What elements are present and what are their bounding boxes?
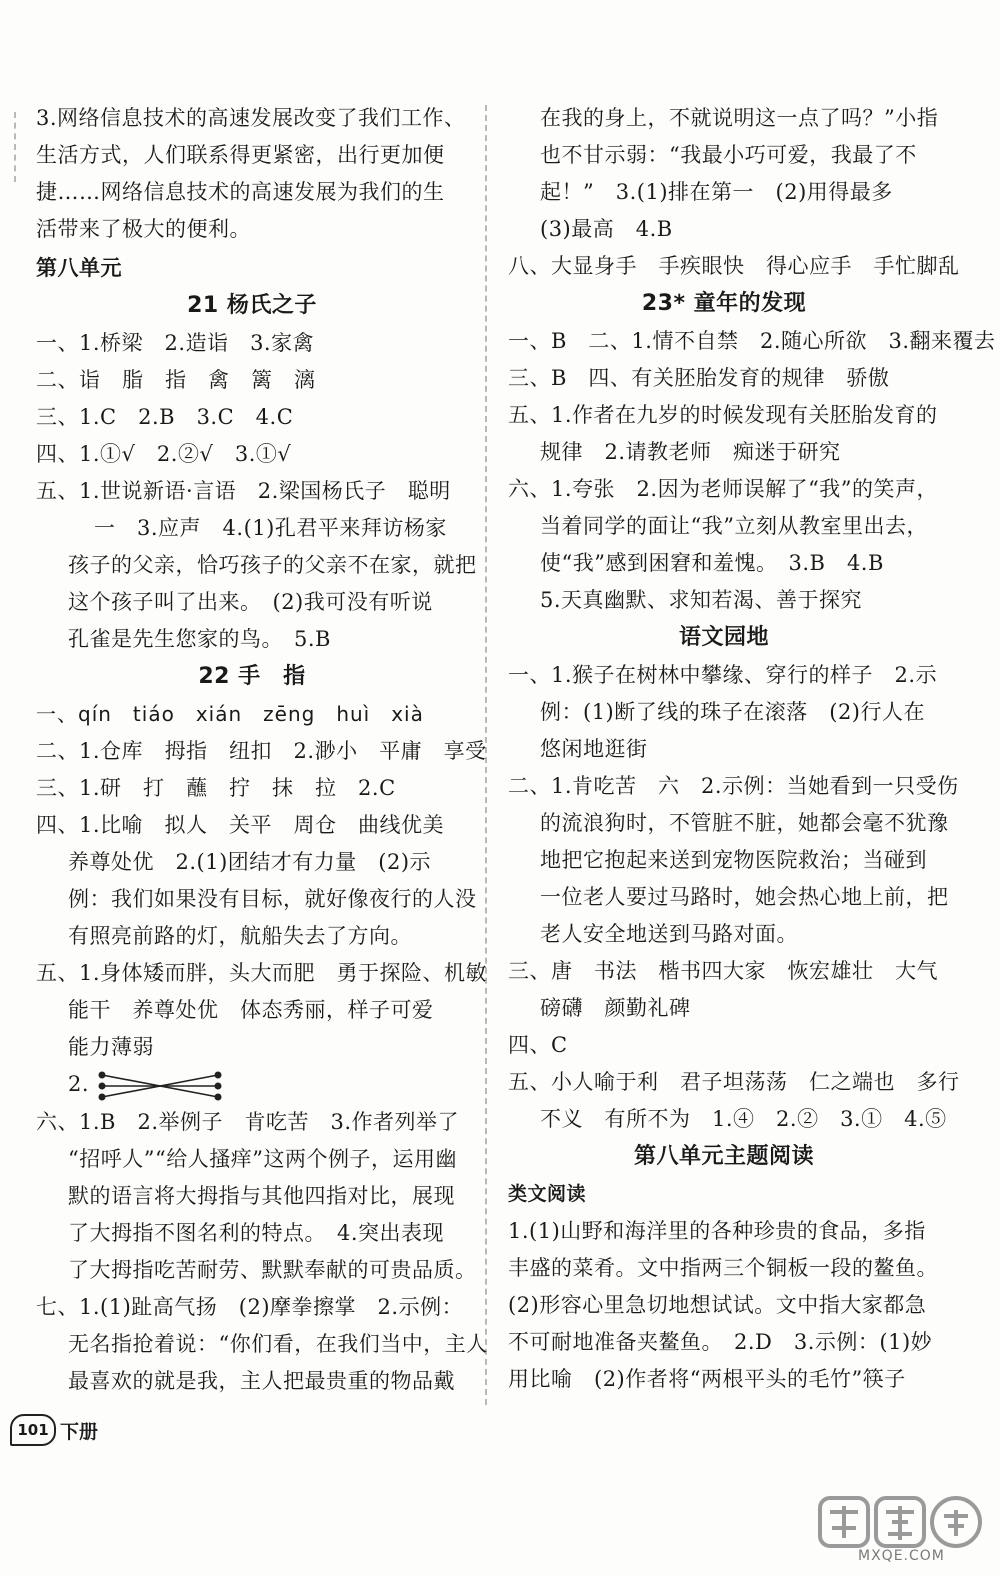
text-line: 三、1.研 打 蘸 拧 抹 拉 2.C [36, 776, 396, 800]
page-number-badge [10, 1414, 56, 1446]
text-line: 一位老人要过马路时，她会热心地上前，把 [540, 885, 949, 909]
unit-title: 第八单元 [36, 256, 122, 280]
text-line: 一、1.桥梁 2.造诣 3.家禽 [36, 331, 315, 355]
text-line: 一、1.猴子在树林中攀缘、穿行的样子 2.示 [508, 663, 938, 687]
matching-label: 2. [68, 1072, 90, 1096]
text-line: 例：(1)断了线的珠子在滚落 (2)行人在 [540, 700, 925, 724]
text-line: 当着同学的面让“我”立刻从教室里出去， [540, 514, 928, 538]
text-line: 不义 有所不为 1.④ 2.② 3.① 4.⑤ [540, 1107, 947, 1131]
text-line: 了大拇指吃苦耐劳、默默奉献的可贵品质。 [68, 1258, 477, 1282]
volume-label: 下册 [60, 1420, 99, 1443]
text-line: 七、1.(1)趾高气扬 (2)摩拳擦掌 2.示例： [36, 1295, 464, 1319]
text-line: (3)最高 4.B [540, 217, 673, 241]
text-line: 六、1.B 2.举例子 肯吃苦 3.作者列举了 [36, 1110, 460, 1134]
text-line: 捷……网络信息技术的高速发展为我们的生 [36, 180, 445, 204]
text-line: 三、唐 书法 楷书四大家 恢宏雄壮 大气 [508, 959, 938, 983]
text-line: 孩子的父亲，恰巧孩子的父亲不在家，就把 [68, 553, 477, 577]
lesson-21-title: 21 杨氏之子 [187, 293, 317, 318]
lesson-22-title: 22 手 指 [198, 664, 306, 689]
text-line: 3.网络信息技术的高速发展改变了我们工作、 [36, 106, 466, 130]
text-line: 有照亮前路的灯，航船失去了方向。 [68, 924, 412, 948]
text-line: “招呼人”“给人搔痒”这两个例子，运用幽 [68, 1147, 457, 1171]
text-line: 丰盛的菜肴。文中指两三个铜板一段的鳌鱼。 [508, 1256, 938, 1280]
garden-title: 语文园地 [678, 625, 769, 650]
text-line: 用比喻 (2)作者将“两根平头的毛竹”筷子 [508, 1367, 906, 1391]
text-line: 无名指抢着说：“你们看，在我们当中，主人 [68, 1332, 488, 1356]
theme-subtitle: 类文阅读 [508, 1183, 587, 1205]
text-line: 六、1.夸张 2.因为老师误解了“我”的笑声， [508, 477, 939, 501]
theme-reading-title: 第八单元主题阅读 [633, 1144, 814, 1169]
text-line: 1.(1)山野和海洋里的各种珍贵的食品，多指 [508, 1219, 926, 1243]
page-footer [10, 1414, 98, 1446]
text-line: 悠闲地逛街 [540, 737, 648, 761]
text-line: 八、大显身手 手疾眼快 得心应手 手忙脚乱 [508, 254, 960, 278]
text-line: 一 3.应声 4.(1)孔君平来拜访杨家 [94, 516, 447, 540]
text-line: 五、小人喻于利 君子坦荡荡 仁之端也 多行 [508, 1070, 960, 1094]
text-line: 最喜欢的就是我，主人把最贵重的物品戴 [68, 1369, 455, 1393]
text-line: 四、1.①√ 2.②√ 3.①√ [36, 442, 292, 466]
watermark-domain: MXQE.COM [858, 1548, 945, 1564]
text-line: 磅礴 颜勤礼碑 [540, 996, 691, 1020]
text-line: 活带来了极大的便利。 [36, 217, 251, 241]
left-column [36, 100, 488, 1400]
text-line: 起！” 3.(1)排在第一 (2)用得最多 [540, 180, 893, 204]
text-line: 二、1.仓库 拇指 纽扣 2.渺小 平庸 享受 [36, 739, 487, 763]
text-line: 也不甘示弱：“我最小巧可爱，我最了不 [540, 143, 917, 167]
text-line: 养尊处优 2.(1)团结才有力量 (2)示 [68, 850, 432, 874]
text-line: 例：我们如果没有目标，就好像夜行的人没 [68, 887, 477, 911]
pinyin-line: 一、qín tiáo xián zēng huì xià [36, 702, 424, 726]
lesson-23-title: 23* 童年的发现 [641, 291, 807, 316]
right-column [508, 100, 996, 1398]
text-line: 不可耐地准备夹鳌鱼。 2.D 3.示例：(1)妙 [508, 1330, 933, 1354]
matching-diagram [36, 1066, 468, 1104]
text-line: 三、B 四、有关胚胎发育的规律 骄傲 [508, 366, 890, 390]
text-line: 五、1.作者在九岁的时候发现有关胚胎发育的 [508, 403, 938, 427]
text-line: 了大拇指不图名利的特点。 4.突出表现 [68, 1221, 445, 1245]
text-line: 使“我”感到困窘和羞愧。 3.B 4.B [540, 551, 884, 575]
text-line: 四、C [508, 1033, 568, 1057]
text-line: 在我的身上，不就说明这一点了吗？”小指 [540, 106, 939, 130]
text-line: 能力薄弱 [68, 1035, 154, 1059]
text-line: 规律 2.请教老师 痴迷于研究 [540, 440, 841, 464]
page-number: 101 [17, 1421, 49, 1439]
text-line: (2)形容心里急切地想试试。文中指大家都急 [508, 1293, 927, 1317]
text-line: 二、1.肯吃苦 六 2.示例：当她看到一只受伤 [508, 774, 959, 798]
left-edge-mark [14, 112, 16, 182]
text-line: 地把它抱起来送到宠物医院救治；当碰到 [540, 848, 927, 872]
text-line: 默的语言将大拇指与其他四指对比，展现 [68, 1184, 455, 1208]
text-line: 老人安全地送到马路对面。 [540, 922, 798, 946]
text-line: 二、诣 脂 指 禽 篱 漓 [36, 368, 316, 392]
text-line: 5.天真幽默、求知若渴、善于探究 [540, 588, 863, 612]
text-line: 五、1.身体矮而胖，头大而肥 勇于探险、机敏 [36, 961, 488, 985]
text-line: 的流浪狗时，不管脏不脏，她都会毫不犹豫 [540, 811, 949, 835]
text-line: 四、1.比喻 拟人 关平 周仓 曲线优美 [36, 813, 445, 837]
text-line: 孔雀是先生您家的鸟。 5.B [68, 627, 331, 651]
text-line: 生活方式，人们联系得更紧密，出行更加便 [36, 143, 445, 167]
text-line: 能干 养尊处优 体态秀丽，样子可爱 [68, 998, 434, 1022]
text-line: 这个孩子叫了出来。 (2)我可没有听说 [68, 590, 433, 614]
matching-lines-figure [96, 1069, 226, 1103]
text-line: 五、1.世说新语·言语 2.梁国杨氏子 聪明 [36, 479, 451, 503]
text-line: 三、1.C 2.B 3.C 4.C [36, 405, 294, 429]
text-line: 一、B 二、1.情不自禁 2.随心所欲 3.翻来覆去 [508, 329, 996, 353]
